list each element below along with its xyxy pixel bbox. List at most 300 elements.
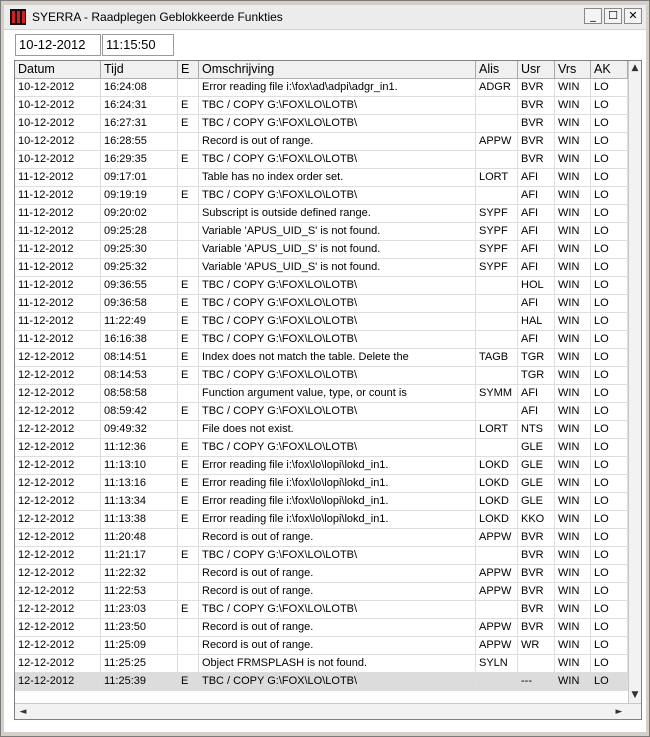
cell-error-flag bbox=[178, 583, 199, 600]
cell-ak: LO bbox=[591, 313, 628, 330]
cell-date: 12-12-2012 bbox=[15, 403, 101, 420]
cell-time: 08:58:58 bbox=[101, 385, 178, 402]
cell-ak: LO bbox=[591, 637, 628, 654]
cell-date: 10-12-2012 bbox=[15, 79, 101, 96]
cell-description: File does not exist. bbox=[199, 421, 476, 438]
cell-description: Error reading file i:\fox\lo\lopi\lokd_in1. bbox=[199, 493, 476, 510]
cell-description: Subscript is outside defined range. bbox=[199, 205, 476, 222]
cell-alias bbox=[476, 331, 518, 348]
column-header-e[interactable]: E bbox=[178, 61, 199, 78]
vertical-scrollbar[interactable] bbox=[628, 61, 642, 703]
cell-ak: LO bbox=[591, 385, 628, 402]
cell-error-flag bbox=[178, 385, 199, 402]
cell-time: 11:25:39 bbox=[101, 673, 178, 690]
cell-time: 09:19:19 bbox=[101, 187, 178, 204]
cell-error-flag bbox=[178, 223, 199, 240]
cell-user: AFI bbox=[518, 385, 555, 402]
cell-time: 11:13:16 bbox=[101, 475, 178, 492]
table-row[interactable] bbox=[15, 457, 628, 475]
table-row[interactable] bbox=[15, 403, 628, 421]
cell-description: TBC / COPY G:\FOX\LO\LOTB\ bbox=[199, 601, 476, 618]
column-header-alis[interactable]: Alis bbox=[476, 61, 518, 78]
cell-alias bbox=[476, 151, 518, 168]
cell-error-flag bbox=[178, 637, 199, 654]
cell-error-flag: E bbox=[178, 313, 199, 330]
cell-error-flag bbox=[178, 169, 199, 186]
cell-version: WIN bbox=[555, 457, 591, 474]
cell-time: 11:13:34 bbox=[101, 493, 178, 510]
cell-error-flag bbox=[178, 79, 199, 96]
cell-alias bbox=[476, 601, 518, 618]
cell-user: BVR bbox=[518, 79, 555, 96]
cell-ak: LO bbox=[591, 169, 628, 186]
cell-version: WIN bbox=[555, 331, 591, 348]
cell-date: 11-12-2012 bbox=[15, 277, 101, 294]
cell-ak: LO bbox=[591, 475, 628, 492]
scroll-down-icon[interactable]: ▼ bbox=[631, 690, 639, 700]
cell-error-flag: E bbox=[178, 187, 199, 204]
blocked-functions-grid[interactable] bbox=[14, 60, 642, 720]
cell-version: WIN bbox=[555, 385, 591, 402]
cell-ak: LO bbox=[591, 493, 628, 510]
cell-user: GLE bbox=[518, 457, 555, 474]
cell-time: 09:25:32 bbox=[101, 259, 178, 276]
cell-ak: LO bbox=[591, 241, 628, 258]
cell-error-flag: E bbox=[178, 457, 199, 474]
cell-error-flag: E bbox=[178, 151, 199, 168]
cell-error-flag: E bbox=[178, 547, 199, 564]
cell-alias: SYPF bbox=[476, 259, 518, 276]
cell-alias: APPW bbox=[476, 637, 518, 654]
cell-user: NTS bbox=[518, 421, 555, 438]
scroll-right-icon[interactable]: ► bbox=[615, 707, 623, 717]
cell-alias bbox=[476, 673, 518, 690]
table-row[interactable] bbox=[15, 655, 628, 673]
cell-alias: SYPF bbox=[476, 241, 518, 258]
cell-date: 12-12-2012 bbox=[15, 565, 101, 582]
cell-description: Record is out of range. bbox=[199, 637, 476, 654]
cell-date: 10-12-2012 bbox=[15, 97, 101, 114]
cell-alias: SYLN bbox=[476, 655, 518, 672]
table-row[interactable] bbox=[15, 583, 628, 601]
cell-alias bbox=[476, 277, 518, 294]
cell-alias: APPW bbox=[476, 565, 518, 582]
cell-user: BVR bbox=[518, 97, 555, 114]
cell-date: 10-12-2012 bbox=[15, 133, 101, 150]
cell-ak: LO bbox=[591, 133, 628, 150]
date-field[interactable]: 10-12-2012 bbox=[15, 34, 101, 56]
cell-error-flag: E bbox=[178, 493, 199, 510]
cell-time: 11:22:32 bbox=[101, 565, 178, 582]
cell-user: AFI bbox=[518, 187, 555, 204]
cell-time: 11:23:50 bbox=[101, 619, 178, 636]
cell-error-flag bbox=[178, 619, 199, 636]
cell-description: Index does not match the table. Delete the bbox=[199, 349, 476, 366]
cell-error-flag: E bbox=[178, 601, 199, 618]
table-row[interactable] bbox=[15, 331, 628, 349]
cell-error-flag: E bbox=[178, 331, 199, 348]
cell-user: BVR bbox=[518, 583, 555, 600]
cell-ak: LO bbox=[591, 223, 628, 240]
cell-user: BVR bbox=[518, 619, 555, 636]
cell-time: 11:20:48 bbox=[101, 529, 178, 546]
cell-user: BVR bbox=[518, 565, 555, 582]
cell-time: 09:17:01 bbox=[101, 169, 178, 186]
table-row[interactable] bbox=[15, 529, 628, 547]
table-row[interactable] bbox=[15, 277, 628, 295]
table-row[interactable] bbox=[15, 205, 628, 223]
cell-ak: LO bbox=[591, 583, 628, 600]
cell-error-flag: E bbox=[178, 403, 199, 420]
cell-description: Variable 'APUS_UID_S' is not found. bbox=[199, 241, 476, 258]
table-row[interactable] bbox=[15, 475, 628, 493]
cell-alias: APPW bbox=[476, 133, 518, 150]
cell-time: 09:49:32 bbox=[101, 421, 178, 438]
cell-alias bbox=[476, 295, 518, 312]
cell-version: WIN bbox=[555, 637, 591, 654]
cell-alias: LOKD bbox=[476, 475, 518, 492]
cell-alias: APPW bbox=[476, 529, 518, 546]
cell-date: 12-12-2012 bbox=[15, 637, 101, 654]
cell-ak: LO bbox=[591, 673, 628, 690]
maximize-button[interactable]: ☐ bbox=[604, 8, 622, 24]
cell-version: WIN bbox=[555, 349, 591, 366]
cell-version: WIN bbox=[555, 493, 591, 510]
cell-ak: LO bbox=[591, 547, 628, 564]
cell-time: 16:29:35 bbox=[101, 151, 178, 168]
cell-alias: LOKD bbox=[476, 511, 518, 528]
cell-date: 11-12-2012 bbox=[15, 259, 101, 276]
cell-time: 11:21:17 bbox=[101, 547, 178, 564]
cell-alias: SYPF bbox=[476, 223, 518, 240]
window-title: SYERRA - Raadplegen Geblokkeerde Funkties bbox=[32, 10, 283, 24]
cell-alias bbox=[476, 97, 518, 114]
table-row[interactable] bbox=[15, 673, 628, 691]
cell-date: 11-12-2012 bbox=[15, 295, 101, 312]
cell-user: --- bbox=[518, 673, 555, 690]
cell-user: WR bbox=[518, 637, 555, 654]
cell-date: 12-12-2012 bbox=[15, 601, 101, 618]
cell-error-flag bbox=[178, 565, 199, 582]
cell-date: 12-12-2012 bbox=[15, 529, 101, 546]
cell-user: AFI bbox=[518, 259, 555, 276]
cell-version: WIN bbox=[555, 187, 591, 204]
cell-time: 09:36:58 bbox=[101, 295, 178, 312]
cell-error-flag: E bbox=[178, 475, 199, 492]
column-header-ak[interactable]: AK bbox=[591, 61, 628, 78]
cell-alias: APPW bbox=[476, 583, 518, 600]
table-row[interactable] bbox=[15, 565, 628, 583]
table-row[interactable] bbox=[15, 79, 628, 97]
cell-description: Object FRMSPLASH is not found. bbox=[199, 655, 476, 672]
cell-alias bbox=[476, 439, 518, 456]
cell-user: GLE bbox=[518, 475, 555, 492]
cell-description: TBC / COPY G:\FOX\LO\LOTB\ bbox=[199, 115, 476, 132]
cell-description: Error reading file i:\fox\lo\lopi\lokd_in1. bbox=[199, 511, 476, 528]
table-row[interactable] bbox=[15, 511, 628, 529]
cell-time: 09:20:02 bbox=[101, 205, 178, 222]
table-row[interactable] bbox=[15, 385, 628, 403]
grid-header bbox=[15, 61, 628, 79]
cell-version: WIN bbox=[555, 673, 591, 690]
cell-user: BVR bbox=[518, 529, 555, 546]
cell-time: 08:59:42 bbox=[101, 403, 178, 420]
cell-user: AFI bbox=[518, 331, 555, 348]
cell-time: 08:14:51 bbox=[101, 349, 178, 366]
cell-version: WIN bbox=[555, 475, 591, 492]
table-row[interactable] bbox=[15, 367, 628, 385]
cell-version: WIN bbox=[555, 151, 591, 168]
cell-description: TBC / COPY G:\FOX\LO\LOTB\ bbox=[199, 97, 476, 114]
column-header-omschrijving[interactable]: Omschrijving bbox=[199, 61, 476, 78]
close-button[interactable]: ✕ bbox=[624, 8, 642, 24]
cell-description: TBC / COPY G:\FOX\LO\LOTB\ bbox=[199, 331, 476, 348]
cell-ak: LO bbox=[591, 367, 628, 384]
cell-description: Variable 'APUS_UID_S' is not found. bbox=[199, 223, 476, 240]
cell-user: HAL bbox=[518, 313, 555, 330]
cell-version: WIN bbox=[555, 421, 591, 438]
cell-date: 11-12-2012 bbox=[15, 187, 101, 204]
cell-version: WIN bbox=[555, 529, 591, 546]
cell-date: 12-12-2012 bbox=[15, 349, 101, 366]
cell-version: WIN bbox=[555, 115, 591, 132]
horizontal-scrollbar[interactable] bbox=[15, 703, 641, 720]
cell-time: 11:23:03 bbox=[101, 601, 178, 618]
cell-description: Record is out of range. bbox=[199, 619, 476, 636]
table-row[interactable] bbox=[15, 151, 628, 169]
cell-ak: LO bbox=[591, 115, 628, 132]
cell-error-flag: E bbox=[178, 97, 199, 114]
table-row[interactable] bbox=[15, 295, 628, 313]
table-row[interactable] bbox=[15, 241, 628, 259]
cell-description: TBC / COPY G:\FOX\LO\LOTB\ bbox=[199, 403, 476, 420]
cell-version: WIN bbox=[555, 223, 591, 240]
table-row[interactable] bbox=[15, 133, 628, 151]
cell-alias: SYPF bbox=[476, 205, 518, 222]
cell-time: 09:25:28 bbox=[101, 223, 178, 240]
cell-error-flag bbox=[178, 421, 199, 438]
table-row[interactable] bbox=[15, 97, 628, 115]
cell-date: 12-12-2012 bbox=[15, 439, 101, 456]
column-header-usr[interactable]: Usr bbox=[518, 61, 555, 78]
cell-error-flag bbox=[178, 259, 199, 276]
cell-ak: LO bbox=[591, 151, 628, 168]
cell-ak: LO bbox=[591, 529, 628, 546]
cell-user: BVR bbox=[518, 115, 555, 132]
cell-version: WIN bbox=[555, 313, 591, 330]
cell-description: TBC / COPY G:\FOX\LO\LOTB\ bbox=[199, 673, 476, 690]
cell-user: HOL bbox=[518, 277, 555, 294]
cell-version: WIN bbox=[555, 601, 591, 618]
table-row[interactable] bbox=[15, 259, 628, 277]
cell-alias bbox=[476, 187, 518, 204]
cell-ak: LO bbox=[591, 79, 628, 96]
cell-date: 12-12-2012 bbox=[15, 655, 101, 672]
cell-description: Error reading file i:\fox\ad\adpi\adgr_in1. bbox=[199, 79, 476, 96]
cell-user: BVR bbox=[518, 133, 555, 150]
cell-ak: LO bbox=[591, 97, 628, 114]
cell-ak: LO bbox=[591, 277, 628, 294]
cell-date: 12-12-2012 bbox=[15, 421, 101, 438]
cell-description: Table has no index order set. bbox=[199, 169, 476, 186]
cell-alias: SYMM bbox=[476, 385, 518, 402]
table-row[interactable] bbox=[15, 223, 628, 241]
cell-description: TBC / COPY G:\FOX\LO\LOTB\ bbox=[199, 277, 476, 294]
cell-time: 11:12:36 bbox=[101, 439, 178, 456]
table-row[interactable] bbox=[15, 547, 628, 565]
client-area bbox=[4, 30, 646, 732]
cell-user: TGR bbox=[518, 367, 555, 384]
cell-date: 12-12-2012 bbox=[15, 547, 101, 564]
cell-version: WIN bbox=[555, 619, 591, 636]
cell-ak: LO bbox=[591, 601, 628, 618]
table-row[interactable] bbox=[15, 115, 628, 133]
cell-version: WIN bbox=[555, 565, 591, 582]
cell-alias: APPW bbox=[476, 619, 518, 636]
cell-error-flag: E bbox=[178, 673, 199, 690]
cell-time: 16:28:55 bbox=[101, 133, 178, 150]
column-header-tijd[interactable]: Tijd bbox=[101, 61, 178, 78]
cell-date: 11-12-2012 bbox=[15, 313, 101, 330]
cell-time: 11:25:09 bbox=[101, 637, 178, 654]
cell-ak: LO bbox=[591, 205, 628, 222]
cell-time: 11:22:49 bbox=[101, 313, 178, 330]
cell-ak: LO bbox=[591, 403, 628, 420]
scroll-left-icon[interactable]: ◄ bbox=[19, 707, 27, 717]
table-row[interactable] bbox=[15, 313, 628, 331]
table-row[interactable] bbox=[15, 187, 628, 205]
cell-ak: LO bbox=[591, 565, 628, 582]
cell-version: WIN bbox=[555, 259, 591, 276]
cell-alias: TAGB bbox=[476, 349, 518, 366]
table-row[interactable] bbox=[15, 601, 628, 619]
cell-alias: ADGR bbox=[476, 79, 518, 96]
cell-date: 12-12-2012 bbox=[15, 385, 101, 402]
cell-description: Record is out of range. bbox=[199, 133, 476, 150]
cell-version: WIN bbox=[555, 367, 591, 384]
cell-ak: LO bbox=[591, 457, 628, 474]
cell-alias bbox=[476, 367, 518, 384]
cell-version: WIN bbox=[555, 547, 591, 564]
cell-user: GLE bbox=[518, 493, 555, 510]
cell-error-flag: E bbox=[178, 115, 199, 132]
cell-description: TBC / COPY G:\FOX\LO\LOTB\ bbox=[199, 439, 476, 456]
cell-time: 11:25:25 bbox=[101, 655, 178, 672]
table-row[interactable] bbox=[15, 421, 628, 439]
title-bar[interactable] bbox=[4, 5, 646, 30]
cell-alias bbox=[476, 115, 518, 132]
cell-ak: LO bbox=[591, 349, 628, 366]
cell-description: Record is out of range. bbox=[199, 529, 476, 546]
cell-alias: LOKD bbox=[476, 457, 518, 474]
table-row[interactable] bbox=[15, 493, 628, 511]
cell-error-flag: E bbox=[178, 277, 199, 294]
cell-time: 08:14:53 bbox=[101, 367, 178, 384]
cell-user: BVR bbox=[518, 151, 555, 168]
cell-time: 11:13:38 bbox=[101, 511, 178, 528]
cell-user: BVR bbox=[518, 547, 555, 564]
cell-error-flag bbox=[178, 529, 199, 546]
cell-ak: LO bbox=[591, 511, 628, 528]
cell-user: AFI bbox=[518, 169, 555, 186]
table-row[interactable] bbox=[15, 439, 628, 457]
cell-date: 12-12-2012 bbox=[15, 493, 101, 510]
cell-version: WIN bbox=[555, 655, 591, 672]
cell-time: 09:25:30 bbox=[101, 241, 178, 258]
cell-time: 11:22:53 bbox=[101, 583, 178, 600]
cell-user: KKO bbox=[518, 511, 555, 528]
cell-alias: LOKD bbox=[476, 493, 518, 510]
cell-date: 11-12-2012 bbox=[15, 223, 101, 240]
cell-description: TBC / COPY G:\FOX\LO\LOTB\ bbox=[199, 187, 476, 204]
cell-alias: LORT bbox=[476, 169, 518, 186]
cell-description: TBC / COPY G:\FOX\LO\LOTB\ bbox=[199, 295, 476, 312]
cell-description: Error reading file i:\fox\lo\lopi\lokd_in1. bbox=[199, 475, 476, 492]
cell-error-flag: E bbox=[178, 295, 199, 312]
cell-date: 12-12-2012 bbox=[15, 511, 101, 528]
cell-error-flag bbox=[178, 655, 199, 672]
cell-date: 12-12-2012 bbox=[15, 475, 101, 492]
app-logo-icon bbox=[10, 9, 26, 25]
cell-version: WIN bbox=[555, 241, 591, 258]
cell-ak: LO bbox=[591, 421, 628, 438]
cell-ak: LO bbox=[591, 439, 628, 456]
cell-user: AFI bbox=[518, 241, 555, 258]
cell-version: WIN bbox=[555, 583, 591, 600]
cell-date: 12-12-2012 bbox=[15, 619, 101, 636]
cell-user bbox=[518, 655, 555, 672]
cell-error-flag bbox=[178, 241, 199, 258]
table-row[interactable] bbox=[15, 637, 628, 655]
cell-date: 12-12-2012 bbox=[15, 367, 101, 384]
cell-version: WIN bbox=[555, 79, 591, 96]
cell-description: Record is out of range. bbox=[199, 583, 476, 600]
table-row[interactable] bbox=[15, 349, 628, 367]
cell-error-flag: E bbox=[178, 511, 199, 528]
cell-error-flag: E bbox=[178, 367, 199, 384]
cell-time: 16:24:31 bbox=[101, 97, 178, 114]
cell-date: 11-12-2012 bbox=[15, 331, 101, 348]
grid-rows bbox=[15, 79, 628, 691]
cell-description: Record is out of range. bbox=[199, 565, 476, 582]
cell-ak: LO bbox=[591, 259, 628, 276]
column-header-vrs[interactable]: Vrs bbox=[555, 61, 591, 78]
cell-date: 12-12-2012 bbox=[15, 457, 101, 474]
cell-version: WIN bbox=[555, 169, 591, 186]
cell-error-flag: E bbox=[178, 439, 199, 456]
table-row[interactable] bbox=[15, 619, 628, 637]
minimize-button[interactable]: _ bbox=[584, 8, 602, 24]
cell-description: TBC / COPY G:\FOX\LO\LOTB\ bbox=[199, 151, 476, 168]
column-header-datum[interactable]: Datum bbox=[15, 61, 101, 78]
scroll-up-icon[interactable]: ▲ bbox=[631, 63, 639, 73]
cell-description: TBC / COPY G:\FOX\LO\LOTB\ bbox=[199, 547, 476, 564]
cell-ak: LO bbox=[591, 655, 628, 672]
cell-date: 11-12-2012 bbox=[15, 205, 101, 222]
cell-version: WIN bbox=[555, 439, 591, 456]
cell-ak: LO bbox=[591, 331, 628, 348]
cell-version: WIN bbox=[555, 511, 591, 528]
cell-alias bbox=[476, 313, 518, 330]
cell-user: AFI bbox=[518, 205, 555, 222]
table-row[interactable] bbox=[15, 169, 628, 187]
cell-user: AFI bbox=[518, 295, 555, 312]
cell-description: Error reading file i:\fox\lo\lopi\lokd_in1. bbox=[199, 457, 476, 474]
time-field[interactable]: 11:15:50 bbox=[102, 34, 174, 56]
cell-version: WIN bbox=[555, 277, 591, 294]
cell-date: 10-12-2012 bbox=[15, 115, 101, 132]
cell-version: WIN bbox=[555, 403, 591, 420]
